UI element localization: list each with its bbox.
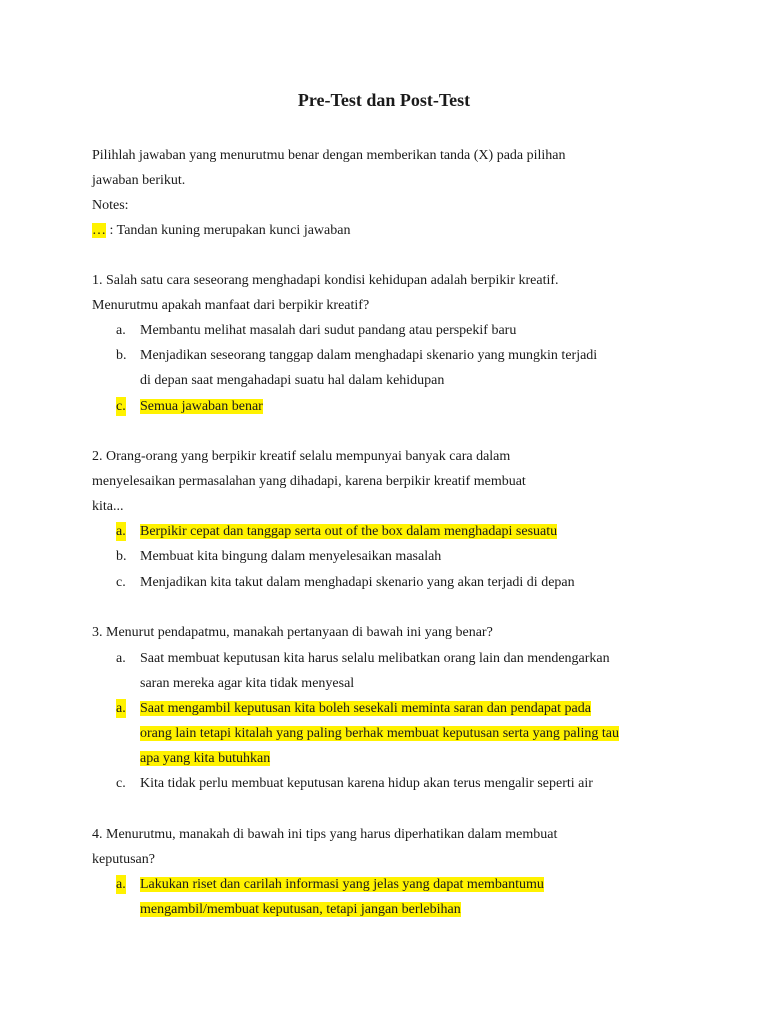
q1-option-c-letter: c. (116, 399, 126, 414)
answer-key-highlight: Lakukan riset dan carilah informasi yang jelas yang dapat membantumu (140, 877, 544, 892)
question-4-line-2: keputusan? (92, 852, 155, 867)
q1-option-c-text (140, 397, 263, 416)
question-2-line-1: 2. Orang-orang yang berpikir kreatif selalu mempunyai banyak cara dalam (92, 449, 511, 464)
q4-option-a-text-1 (140, 875, 544, 894)
intro-line-2: jawaban berikut. (92, 173, 186, 188)
q1-option-b-letter: b. (116, 348, 127, 363)
q2-option-a-text (140, 522, 557, 541)
answer-key-highlight: Saat mengambil keputusan kita boleh sesekali meminta saran dan pendapat pada (140, 701, 591, 716)
answer-key-highlight: apa yang kita butuhkan (140, 751, 271, 766)
q3-option-a-text-1: Saat membuat keputusan kita harus selalu melibatkan orang lain dan mendengarkan (140, 651, 610, 666)
question-1-line-2: Menurutmu apakah manfaat dari berpikir kreatif? (92, 298, 370, 313)
q3-option-a2-letter: a. (116, 701, 126, 716)
q3-option-c-text: Kita tidak perlu membuat keputusan karena hidup akan terus mengalir seperti air (140, 776, 593, 791)
notes-label: Notes: (92, 198, 129, 213)
question-2-line-3: kita... (92, 499, 124, 514)
legend-text: : Tandan kuning merupakan kunci jawaban (106, 223, 351, 238)
q1-option-a-letter: a. (116, 323, 126, 338)
q1-option-a-text: Membantu melihat masalah dari sudut pandang atau perspekif baru (140, 323, 517, 338)
q3-option-a-text-2: saran mereka agar kita tidak menyesal (140, 676, 355, 691)
question-2-line-2: menyelesaikan permasalahan yang dihadapi, karena berpikir kreatif membuat (92, 474, 526, 489)
legend-highlight-marker: … (92, 223, 106, 238)
notes-legend (92, 221, 350, 240)
q4-option-a-text-2 (140, 900, 461, 919)
question-4-line-1: 4. Menurutmu, manakah di bawah ini tips yang harus diperhatikan dalam membuat (92, 827, 558, 842)
q3-option-a2-text-2 (140, 724, 619, 743)
q1-option-b-text-2: di depan saat mengahadapi suatu hal dalam kehidupan (140, 373, 445, 388)
q3-option-a2-text-1 (140, 699, 591, 718)
q4-option-a-letter: a. (116, 877, 126, 892)
question-3-line-1: 3. Menurut pendapatmu, manakah pertanyaan di bawah ini yang benar? (92, 625, 493, 640)
q3-option-a2-text-3 (140, 749, 270, 768)
q3-option-a-letter: a. (116, 651, 126, 666)
answer-key-highlight: Berpikir cepat dan tanggap serta out of the box dalam menghadapi sesuatu (140, 524, 558, 539)
answer-key-highlight: orang lain tetapi kitalah yang paling berhak membuat keputusan serta yang paling tau (140, 726, 619, 741)
q3-option-c-letter: c. (116, 776, 126, 791)
q2-option-c-text: Menjadikan kita takut dalam menghadapi skenario yang akan terjadi di depan (140, 575, 575, 590)
answer-key-highlight: Semua jawaban benar (140, 399, 263, 414)
q1-option-b-text-1: Menjadikan seseorang tanggap dalam menghadapi skenario yang mungkin terjadi (140, 348, 598, 363)
q2-option-b-text: Membuat kita bingung dalam menyelesaikan masalah (140, 549, 442, 564)
answer-key-highlight: mengambil/membuat keputusan, tetapi jangan berlebihan (140, 902, 461, 917)
q2-option-b-letter: b. (116, 549, 127, 564)
page-title: Pre-Test dan Post-Test (297, 90, 471, 110)
intro-line-1: Pilihlah jawaban yang menurutmu benar dengan memberikan tanda (X) pada pilihan (92, 148, 566, 163)
q2-option-c-letter: c. (116, 575, 126, 590)
q2-option-a-letter: a. (116, 524, 126, 539)
question-1-line-1: 1. Salah satu cara seseorang menghadapi kondisi kehidupan adalah berpikir kreatif. (92, 273, 559, 288)
